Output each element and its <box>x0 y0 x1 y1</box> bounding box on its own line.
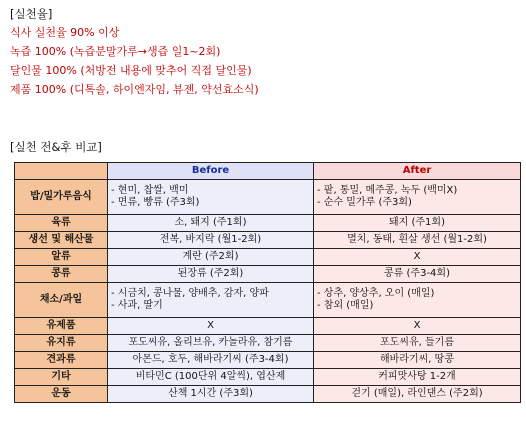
row-after-item: - 팥, 통밀, 메주콩, 녹두 (백미X) <box>317 185 458 196</box>
row-category: 육류 <box>15 215 108 232</box>
row-before-item: 전복, 바지락 (월1-2회) <box>159 234 262 245</box>
table-row <box>15 386 521 403</box>
table-row <box>15 180 521 215</box>
row-category: 채소/과일 <box>15 283 108 318</box>
table-row <box>15 335 521 352</box>
header-before: Before <box>108 163 314 180</box>
practice-rate-line-diet: 식사 실천율 90% 이상 <box>10 26 120 39</box>
row-category: 밥/밀가루음식 <box>15 180 108 215</box>
row-before-cell <box>108 249 314 266</box>
row-after-item: 돼지 (주1회) <box>389 217 445 228</box>
row-after-item: - 상추, 양상추, 오이 (매일) <box>317 288 435 299</box>
row-category: 알류 <box>15 249 108 266</box>
row-before-item: 계란 (주2회) <box>182 251 239 262</box>
row-after-cell <box>314 180 521 215</box>
row-after-cell <box>314 283 521 318</box>
row-category: 견과류 <box>15 352 108 369</box>
row-category: 유제품 <box>15 318 108 335</box>
row-after-item: 커피맛사탕 1-2개 <box>378 371 456 382</box>
practice-rate-line-decoction: 달인물 100% (처방전 내용에 맞추어 직접 달인물) <box>10 64 252 77</box>
row-after-cell <box>314 232 521 249</box>
row-after-item: 멸치, 동태, 흰살 생선 (월1-2회) <box>347 234 487 245</box>
row-before-cell <box>108 232 314 249</box>
row-after-cell <box>314 249 521 266</box>
row-before-item: - 현미, 찹쌀, 백미 <box>111 185 189 196</box>
comparison-table <box>14 162 521 403</box>
table-row <box>15 232 521 249</box>
section-title-practice-rate: [실천율] <box>10 7 53 21</box>
row-before-cell <box>108 180 314 215</box>
section-title-before-after: [실천 전&후 비교] <box>10 140 102 154</box>
table-row <box>15 266 521 283</box>
row-after-cell <box>314 386 521 403</box>
table-row <box>15 369 521 386</box>
row-before-cell <box>108 318 314 335</box>
row-after-item: 콩류 (주3-4회) <box>384 268 450 279</box>
row-before-item: - 사과, 딸기 <box>111 300 163 311</box>
comparison-table-body <box>15 180 521 403</box>
row-before-cell <box>108 283 314 318</box>
row-before-item: 소, 돼지 (주1회) <box>174 217 247 228</box>
row-before-item: 된장류 (주2회) <box>177 268 244 279</box>
row-after-item: X <box>413 320 421 331</box>
row-before-cell <box>108 215 314 232</box>
table-row <box>15 215 521 232</box>
row-before-cell <box>108 386 314 403</box>
row-after-item: - 순수 밀가루 (주3회) <box>317 197 412 208</box>
row-before-item: 포도씨유, 올리브유, 카놀라유, 참기름 <box>128 337 293 348</box>
table-row <box>15 318 521 335</box>
row-before-item: - 시금치, 콩나물, 양배추, 감자, 양파 <box>111 288 269 299</box>
row-after-item: X <box>413 251 421 262</box>
row-after-cell <box>314 215 521 232</box>
row-before-item: X <box>207 320 214 331</box>
row-before-cell <box>108 266 314 283</box>
row-before-item: 아몬드, 호두, 해바라기씨 (주3-4회) <box>132 354 289 365</box>
table-row <box>15 283 521 318</box>
row-after-item: 포도씨유, 들기름 <box>380 337 454 348</box>
practice-rate-line-green-juice: 녹즙 100% (녹즙분말가루→생즙 일1~2회) <box>10 45 221 58</box>
row-after-cell <box>314 266 521 283</box>
row-category: 기타 <box>15 369 108 386</box>
row-after-cell <box>314 352 521 369</box>
row-after-item: 해바라기씨, 땅콩 <box>380 354 454 365</box>
row-category: 생선 및 해산물 <box>15 232 108 249</box>
row-before-cell <box>108 352 314 369</box>
row-before-cell <box>108 369 314 386</box>
header-category-cell <box>15 163 108 180</box>
table-row <box>15 352 521 369</box>
row-before-item: 산책 1시간 (주3회) <box>168 388 253 399</box>
row-before-item: - 면류, 빵류 (주3회) <box>111 197 200 208</box>
row-before-cell <box>108 335 314 352</box>
practice-rate-line-products: 제품 100% (디톡솔, 하이엔자임, 뷰젠, 약선효소식) <box>10 83 259 96</box>
row-after-cell <box>314 369 521 386</box>
row-category: 유지류 <box>15 335 108 352</box>
row-after-cell <box>314 318 521 335</box>
row-category: 운동 <box>15 386 108 403</box>
row-after-item: - 참외 (매일) <box>317 300 374 311</box>
row-after-item: 걷기 (매일), 라인댄스 (주2회) <box>351 388 483 399</box>
row-category: 콩류 <box>15 266 108 283</box>
row-before-item: 비타민C (100단위 4알씩), 엽산제 <box>135 371 286 382</box>
table-row <box>15 249 521 266</box>
row-after-cell <box>314 335 521 352</box>
header-after: After <box>314 163 521 180</box>
